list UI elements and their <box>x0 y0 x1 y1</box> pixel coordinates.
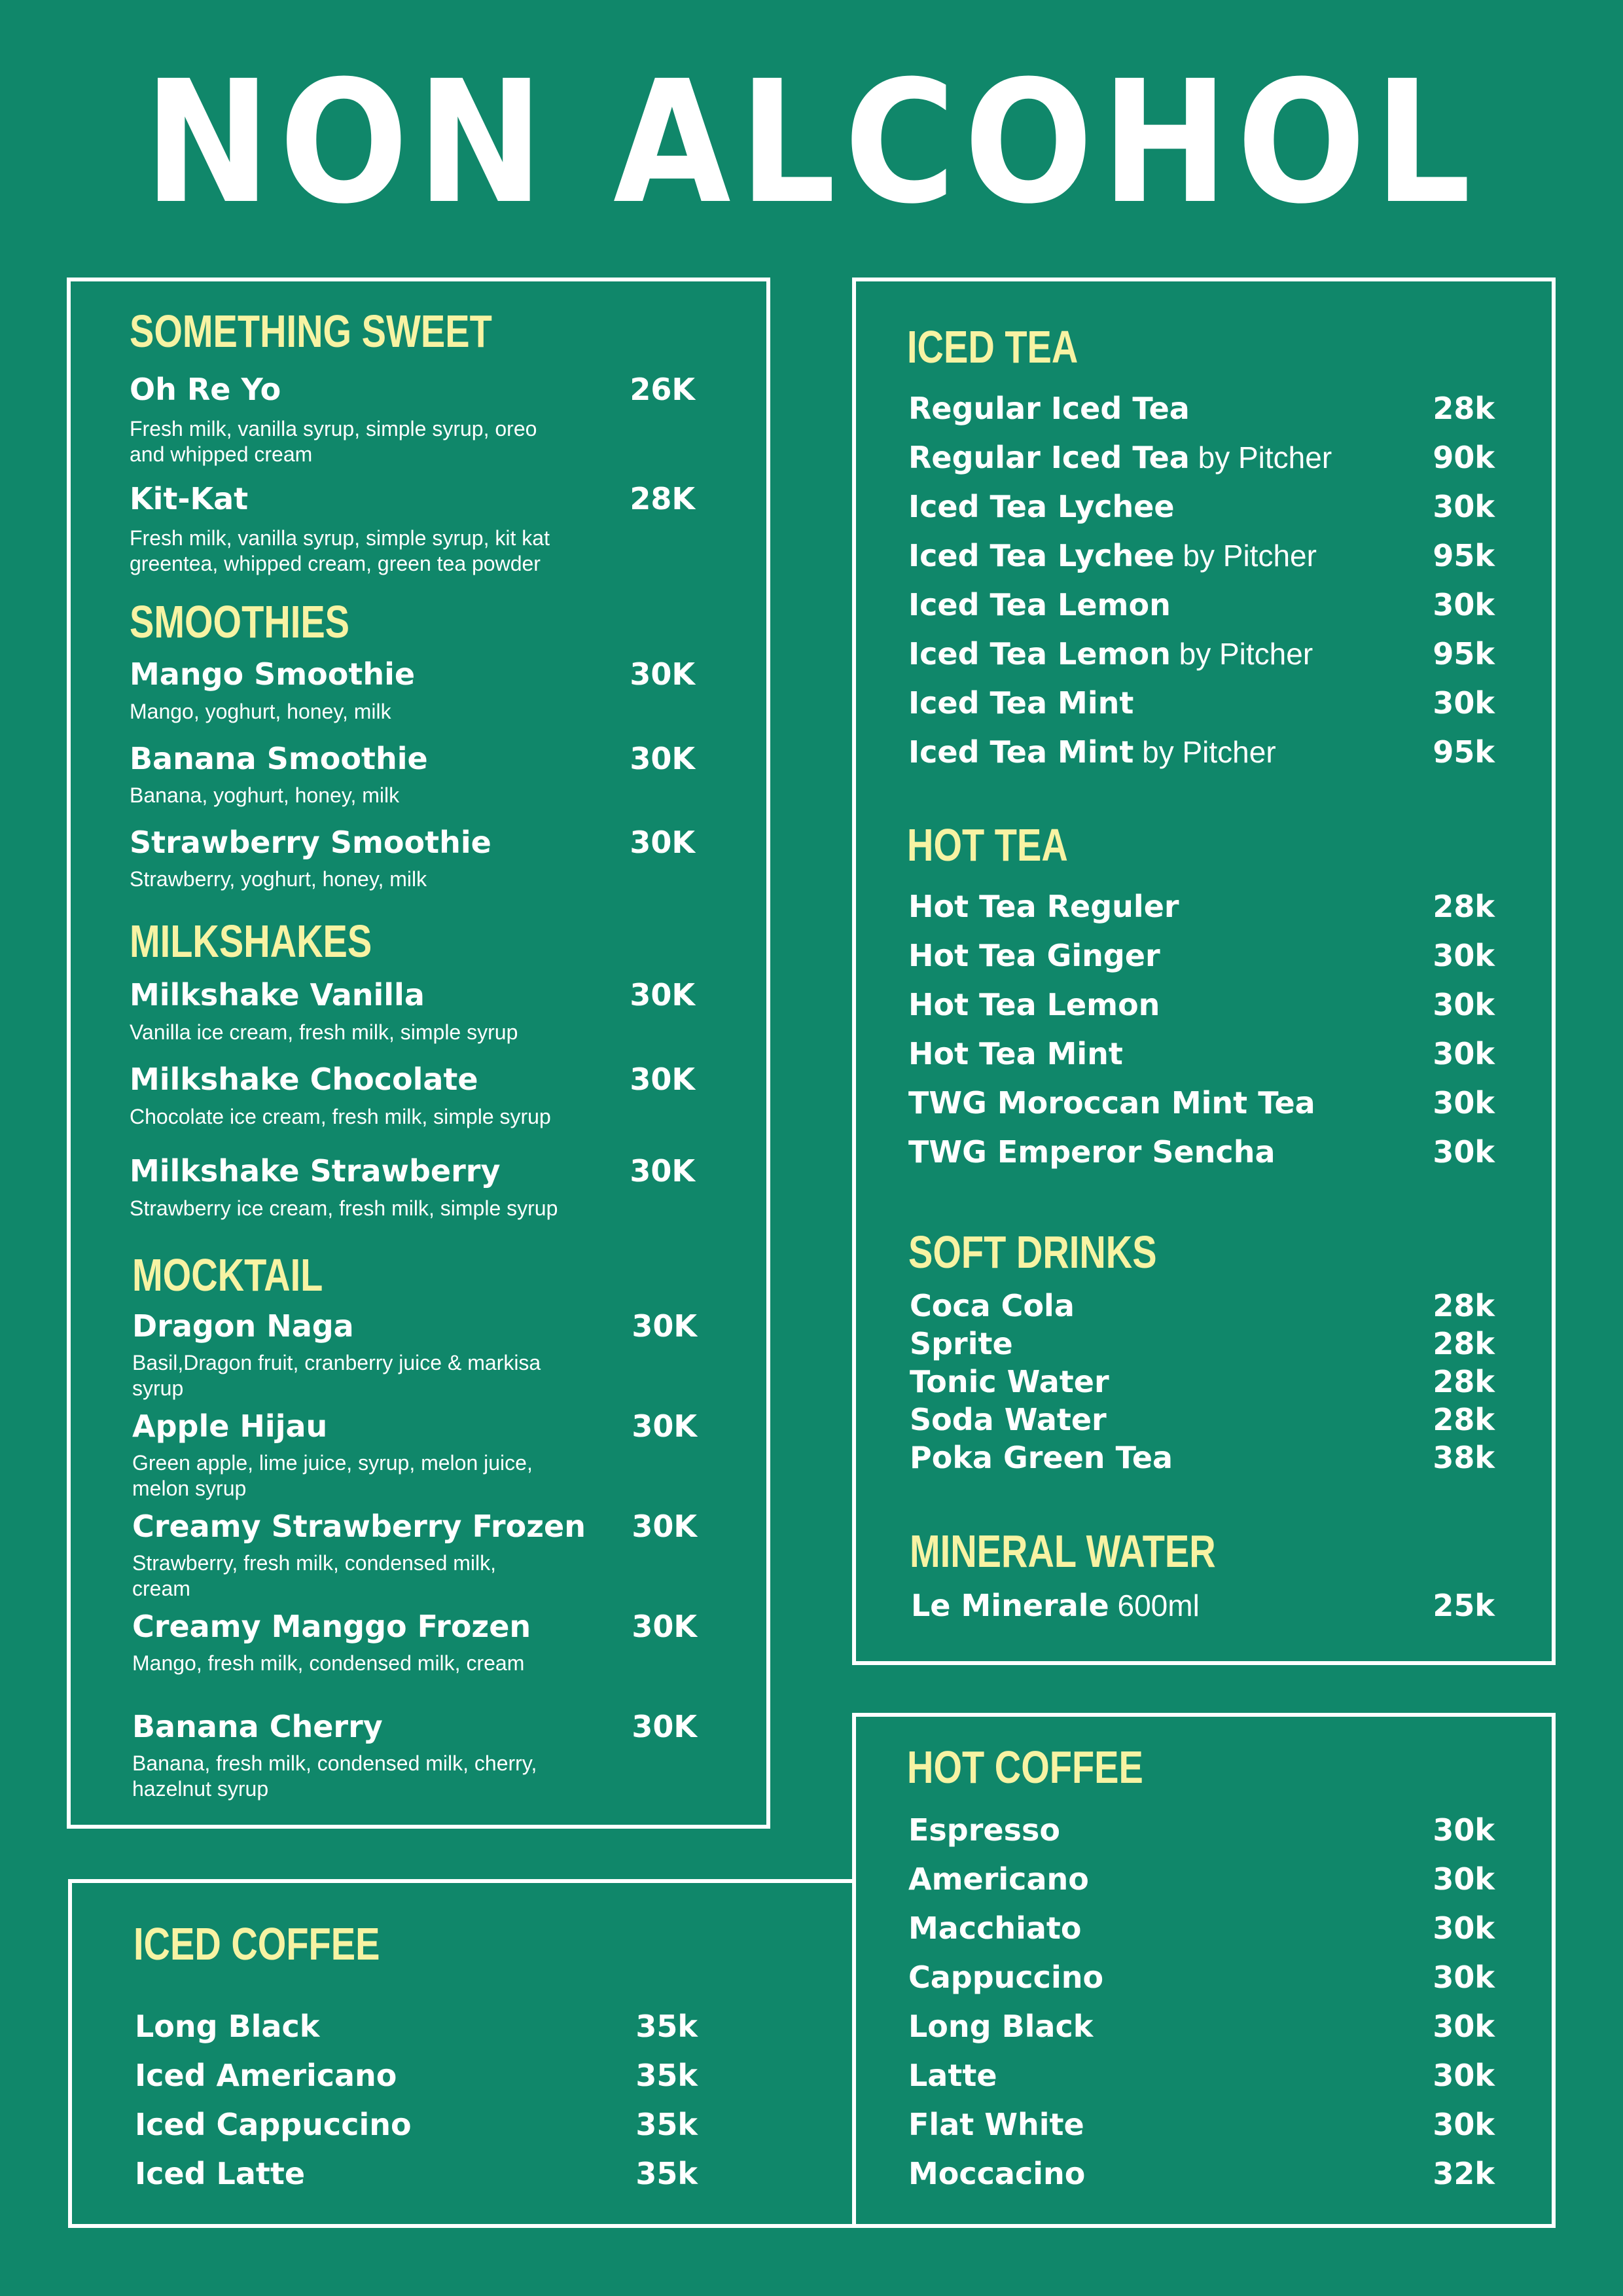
item-price-hot-tea-reguler: 28k <box>1433 889 1495 924</box>
item-desc-banana-smoothie: Banana, yoghurt, honey, milk <box>130 783 400 807</box>
item-price-mango-smoothie: 30K <box>630 656 695 692</box>
frame-connector <box>852 1713 856 1883</box>
item-price-espresso: 30k <box>1433 1812 1495 1848</box>
item-desc-milkshake-chocolate: Chocolate ice cream, fresh milk, simple syrup <box>130 1105 551 1128</box>
item-desc-milkshake-strawberry: Strawberry ice cream, fresh milk, simple syrup <box>130 1196 558 1220</box>
item-name-iced-tea-lychee: Iced Tea Lychee <box>908 489 1175 524</box>
item-desc-apple-hijau: Green apple, lime juice, syrup, melon juice, melon syrup <box>132 1451 533 1500</box>
section-heading-milkshakes: MILKSHAKES <box>130 916 372 967</box>
item-price-milkshake-vanilla: 30K <box>630 977 695 1013</box>
item-price-macchiato: 30k <box>1433 1910 1495 1946</box>
item-desc-strawberry-smoothie: Strawberry, yoghurt, honey, milk <box>130 867 427 891</box>
item-price-tonic-water: 28k <box>1433 1364 1495 1399</box>
item-price-poka-green-tea: 38k <box>1433 1440 1495 1475</box>
item-name-twg-emperor-sencha: TWG Emperor Sencha <box>908 1134 1275 1170</box>
item-name-banana-cherry: Banana Cherry <box>132 1709 383 1744</box>
item-price-long-black-hot: 30k <box>1433 2009 1495 2044</box>
item-price-americano: 30k <box>1433 1861 1495 1897</box>
item-price-latte: 30k <box>1433 2058 1495 2093</box>
item-name-mango-smoothie: Mango Smoothie <box>130 656 416 692</box>
item-desc-milkshake-vanilla: Vanilla ice cream, fresh milk, simple syrup <box>130 1020 518 1044</box>
item-price-twg-moroccan-mint-tea: 30k <box>1433 1085 1495 1121</box>
section-heading-soft-drinks: SOFT DRINKS <box>908 1227 1157 1278</box>
item-price-iced-tea: 28k <box>1433 391 1495 426</box>
item-desc-oh-re-yo: Fresh milk, vanilla syrup, simple syrup, oreo and whipped cream <box>130 417 537 466</box>
item-desc-dragon-naga: Basil,Dragon fruit, cranberry juice & markisa syrup <box>132 1351 541 1400</box>
section-heading-something-sweet: SOMETHING SWEET <box>130 306 492 357</box>
item-name-iced-tea-pitcher: Regular Iced Tea by Pitcher <box>908 440 1332 475</box>
section-heading-smoothies: SMOOTHIES <box>130 596 350 647</box>
item-name-oh-re-yo: Oh Re Yo <box>130 372 281 407</box>
item-price-banana-cherry: 30K <box>632 1709 697 1744</box>
item-name-twg-moroccan-mint-tea: TWG Moroccan Mint Tea <box>908 1085 1315 1121</box>
item-name-hot-tea-ginger: Hot Tea Ginger <box>908 938 1160 973</box>
section-heading-mineral-water: MINERAL WATER <box>910 1526 1216 1577</box>
item-price-flat-white: 30k <box>1433 2107 1495 2142</box>
item-price-moccacino: 32k <box>1433 2156 1495 2191</box>
item-price-banana-smoothie: 30K <box>630 741 695 776</box>
item-name-milkshake-vanilla: Milkshake Vanilla <box>130 977 425 1013</box>
item-price-iced-tea-mint-pitcher: 95k <box>1433 734 1495 770</box>
item-price-iced-tea-mint: 30k <box>1433 685 1495 721</box>
item-name-espresso: Espresso <box>908 1812 1060 1848</box>
item-price-iced-americano: 35k <box>635 2058 698 2093</box>
item-price-iced-cappuccino: 35k <box>635 2107 698 2142</box>
item-price-sprite: 28k <box>1433 1326 1495 1361</box>
item-price-milkshake-chocolate: 30K <box>630 1062 695 1097</box>
item-name-strawberry-smoothie: Strawberry Smoothie <box>130 825 491 860</box>
item-price-le-minerale: 25k <box>1433 1588 1495 1623</box>
item-desc-creamy-strawberry-frozen: Strawberry, fresh milk, condensed milk, cream <box>132 1551 497 1600</box>
item-price-coca-cola: 28k <box>1433 1288 1495 1323</box>
section-heading-iced-coffee: ICED COFFEE <box>134 1918 380 1969</box>
item-name-macchiato: Macchiato <box>908 1910 1082 1946</box>
section-heading-iced-tea: ICED TEA <box>907 321 1079 372</box>
item-name-flat-white: Flat White <box>908 2107 1084 2142</box>
page-title: NON ALCOHOL <box>143 45 1480 241</box>
item-name-le-minerale: Le Minerale 600ml <box>911 1588 1200 1623</box>
item-name-iced-tea: Regular Iced Tea <box>908 391 1190 426</box>
item-desc-banana-cherry: Banana, fresh milk, condensed milk, cherry, hazelnut syrup <box>132 1751 537 1801</box>
item-desc-kit-kat: Fresh milk, vanilla syrup, simple syrup, kit kat greentea, whipped cream, green tea powder <box>130 526 550 575</box>
item-price-hot-tea-mint: 30k <box>1433 1036 1495 1071</box>
item-price-dragon-naga: 30K <box>632 1308 697 1344</box>
item-price-hot-tea-ginger: 30k <box>1433 938 1495 973</box>
item-name-milkshake-strawberry: Milkshake Strawberry <box>130 1153 501 1189</box>
item-name-iced-tea-mint-pitcher: Iced Tea Mint by Pitcher <box>908 734 1276 770</box>
item-price-iced-tea-pitcher: 90k <box>1433 440 1495 475</box>
item-price-soda-water: 28k <box>1433 1402 1495 1437</box>
item-name-latte: Latte <box>908 2058 997 2093</box>
item-name-dragon-naga: Dragon Naga <box>132 1308 354 1344</box>
item-name-iced-cappuccino: Iced Cappuccino <box>135 2107 412 2142</box>
item-name-coca-cola: Coca Cola <box>910 1288 1075 1323</box>
item-name-iced-tea-lemon-pitcher: Iced Tea Lemon by Pitcher <box>908 636 1313 672</box>
item-name-iced-tea-mint: Iced Tea Mint <box>908 685 1134 721</box>
item-price-twg-emperor-sencha: 30k <box>1433 1134 1495 1170</box>
item-name-iced-americano: Iced Americano <box>135 2058 397 2093</box>
item-price-iced-tea-lemon: 30k <box>1433 587 1495 622</box>
item-price-strawberry-smoothie: 30K <box>630 825 695 860</box>
item-name-milkshake-chocolate: Milkshake Chocolate <box>130 1062 478 1097</box>
item-name-hot-tea-lemon: Hot Tea Lemon <box>908 987 1160 1022</box>
item-name-creamy-manggo-frozen: Creamy Manggo Frozen <box>132 1609 531 1644</box>
item-name-soda-water: Soda Water <box>910 1402 1107 1437</box>
item-name-moccacino: Moccacino <box>908 2156 1086 2191</box>
item-price-cappuccino: 30k <box>1433 1960 1495 1995</box>
item-name-poka-green-tea: Poka Green Tea <box>910 1440 1173 1475</box>
item-price-apple-hijau: 30K <box>632 1408 697 1444</box>
section-heading-hot-tea: HOT TEA <box>907 819 1068 870</box>
item-price-iced-latte: 35k <box>635 2156 698 2191</box>
item-desc-mango-smoothie: Mango, yoghurt, honey, milk <box>130 700 391 723</box>
item-price-milkshake-strawberry: 30K <box>630 1153 695 1189</box>
item-name-iced-tea-lychee-pitcher: Iced Tea Lychee by Pitcher <box>908 538 1317 573</box>
item-name-cappuccino: Cappuccino <box>908 1960 1104 1995</box>
item-price-iced-tea-lychee: 30k <box>1433 489 1495 524</box>
item-name-americano: Americano <box>908 1861 1089 1897</box>
item-name-apple-hijau: Apple Hijau <box>132 1408 328 1444</box>
item-name-long-black-iced: Long Black <box>135 2009 320 2044</box>
item-name-kit-kat: Kit-Kat <box>130 481 249 516</box>
item-price-kit-kat: 28K <box>630 481 695 516</box>
item-name-hot-tea-reguler: Hot Tea Reguler <box>908 889 1179 924</box>
item-name-sprite: Sprite <box>910 1326 1013 1361</box>
item-price-iced-tea-lychee-pitcher: 95k <box>1433 538 1495 573</box>
item-price-long-black-iced: 35k <box>635 2009 698 2044</box>
item-name-banana-smoothie: Banana Smoothie <box>130 741 428 776</box>
item-name-tonic-water: Tonic Water <box>910 1364 1109 1399</box>
item-name-iced-tea-lemon: Iced Tea Lemon <box>908 587 1171 622</box>
item-price-creamy-strawberry-frozen: 30K <box>632 1509 697 1544</box>
item-name-long-black-hot: Long Black <box>908 2009 1094 2044</box>
item-name-creamy-strawberry-frozen: Creamy Strawberry Frozen <box>132 1509 586 1544</box>
item-price-hot-tea-lemon: 30k <box>1433 987 1495 1022</box>
section-heading-hot-coffee: HOT COFFEE <box>907 1742 1143 1793</box>
item-price-iced-tea-lemon-pitcher: 95k <box>1433 636 1495 672</box>
item-name-hot-tea-mint: Hot Tea Mint <box>908 1036 1123 1071</box>
item-price-creamy-manggo-frozen: 30K <box>632 1609 697 1644</box>
section-heading-mocktail: MOCKTAIL <box>132 1249 323 1300</box>
item-price-oh-re-yo: 26K <box>630 372 695 407</box>
item-name-iced-latte: Iced Latte <box>135 2156 306 2191</box>
item-desc-creamy-manggo-frozen: Mango, fresh milk, condensed milk, cream <box>132 1651 525 1675</box>
